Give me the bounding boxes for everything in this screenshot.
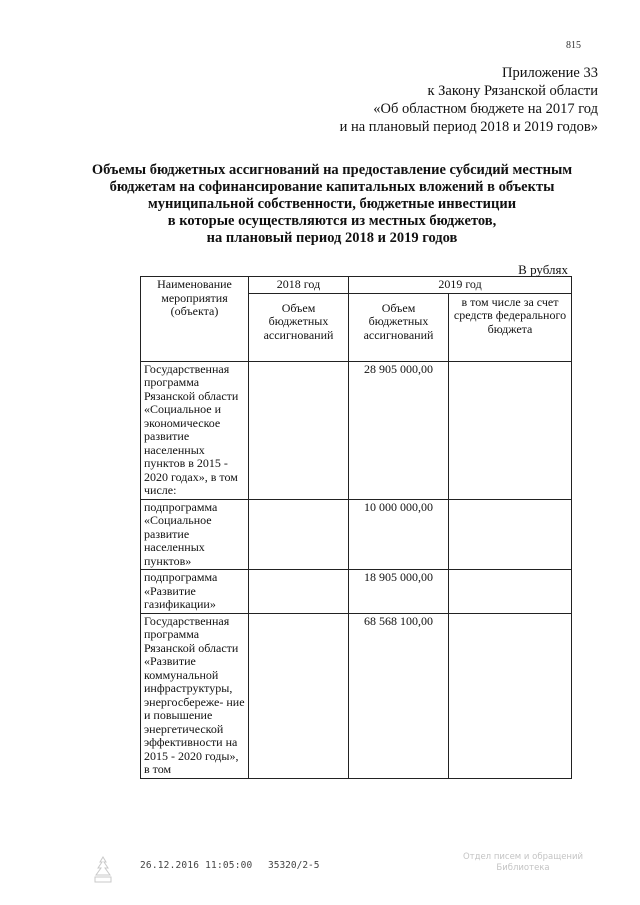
appendix-line: к Закону Рязанской области bbox=[427, 83, 598, 99]
row-value-2019: 18 905 000,00 bbox=[349, 570, 449, 614]
appendix-line: Приложение 33 bbox=[502, 65, 598, 81]
table-header-row bbox=[141, 277, 572, 294]
appendix-line: и на плановый период 2018 и 2019 годов» bbox=[339, 119, 598, 135]
header-year-2019: 2019 год bbox=[349, 277, 572, 294]
row-value-2018 bbox=[249, 499, 349, 570]
row-value-2018 bbox=[249, 361, 349, 499]
row-value-2019: 10 000 000,00 bbox=[349, 499, 449, 570]
title-line: Объемы бюджетных ассигнований на предоставление субсидий местным bbox=[91, 162, 573, 178]
title-line: муниципальной собственности, бюджетные инвестиции bbox=[147, 196, 517, 212]
footer-document-code: 35320/2-5 bbox=[268, 860, 320, 871]
page-number: 815 bbox=[566, 40, 581, 51]
row-name: Государственная программа Рязанской области «Социальное и экономическое развитие населенных пунктов в 2015 - 2020 годах», в том числе: bbox=[141, 361, 249, 499]
header-volume-2019: Объем бюджетных ассигнований bbox=[349, 293, 449, 361]
row-value-2018 bbox=[249, 613, 349, 778]
table-row bbox=[141, 570, 572, 614]
header-volume-2018: Объем бюджетных ассигнований bbox=[249, 293, 349, 361]
row-value-2019: 68 568 100,00 bbox=[349, 613, 449, 778]
title-line: бюджетам на софинансирование капитальных вложений в объекты bbox=[109, 179, 555, 195]
row-name: подпрограмма «Социальное развитие населенных пунктов» bbox=[141, 499, 249, 570]
emblem-icon bbox=[92, 855, 114, 885]
row-federal-2019 bbox=[449, 499, 572, 570]
table-row bbox=[141, 361, 572, 499]
appendix-line: «Об областном бюджете на 2017 год bbox=[373, 101, 598, 117]
header-name: Наименование мероприятия (объекта) bbox=[141, 277, 249, 362]
stamp-line: Библиотека bbox=[496, 863, 550, 873]
header-year-2018: 2018 год bbox=[249, 277, 349, 294]
row-federal-2019 bbox=[449, 613, 572, 778]
appendix-header bbox=[340, 64, 598, 136]
row-name: подпрограмма «Развитие газификации» bbox=[141, 570, 249, 614]
row-value-2018 bbox=[249, 570, 349, 614]
row-name: Государственная программа Рязанской области «Развитие коммунальной инфраструктуры, энергосбереже- ние и повышение энергетической эффективности на 2015 - 2020 годы», в том bbox=[141, 613, 249, 778]
document-title bbox=[72, 162, 592, 247]
title-line: на плановый период 2018 и 2019 годов bbox=[206, 230, 458, 246]
title-line: в которые осуществляются из местных бюджетов, bbox=[167, 213, 497, 229]
row-federal-2019 bbox=[449, 570, 572, 614]
row-value-2019: 28 905 000,00 bbox=[349, 361, 449, 499]
row-federal-2019 bbox=[449, 361, 572, 499]
budget-table bbox=[140, 276, 572, 779]
stamp-line: Отдел писем и обращений bbox=[462, 852, 584, 862]
footer-stamp bbox=[448, 852, 598, 874]
table-row bbox=[141, 499, 572, 570]
header-federal-2019: в том числе за счет средств федерального бюджета bbox=[449, 293, 572, 361]
footer-datetime: 26.12.2016 11:05:00 bbox=[140, 860, 253, 871]
units-label: В рублях bbox=[518, 262, 568, 277]
table-row bbox=[141, 613, 572, 778]
